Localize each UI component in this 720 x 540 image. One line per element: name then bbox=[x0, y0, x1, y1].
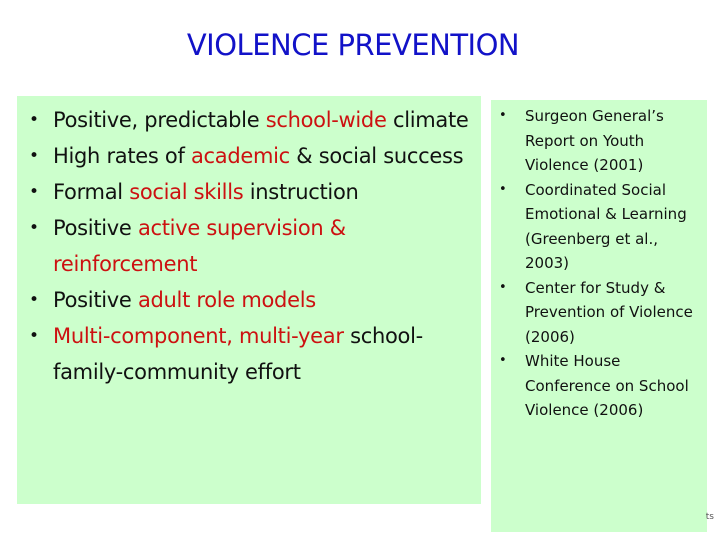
bullet-icon: • bbox=[29, 146, 39, 166]
highlighted-text: academic bbox=[190, 144, 290, 168]
item-text: High rates of bbox=[53, 144, 191, 168]
right-list-item bbox=[497, 104, 705, 178]
item-text: Positive bbox=[53, 216, 138, 240]
reference-text: Coordinated Social Emotional & Learning (Greenberg et al., 2003) bbox=[525, 180, 687, 272]
item-text: school-family-community effort bbox=[53, 324, 423, 384]
item-text: Formal bbox=[53, 180, 130, 204]
highlighted-text: active supervision & reinforcement bbox=[53, 216, 346, 276]
left-list-item bbox=[29, 210, 477, 282]
item-text: Positive, predictable bbox=[53, 108, 266, 132]
bullet-icon: • bbox=[29, 218, 39, 238]
left-content-panel bbox=[17, 96, 481, 504]
reference-text: White House Conference on School Violence (2006) bbox=[525, 352, 689, 419]
item-text: & social success bbox=[289, 144, 464, 168]
corner-text: ts bbox=[705, 512, 714, 522]
right-list-item bbox=[497, 178, 705, 276]
left-list-item bbox=[29, 282, 477, 318]
reference-text: Center for Study & Prevention of Violence (2006) bbox=[525, 278, 693, 346]
highlighted-text: school-wide bbox=[265, 108, 387, 132]
right-content-panel bbox=[491, 100, 707, 532]
bullet-icon: • bbox=[29, 290, 39, 310]
bullet-icon: • bbox=[29, 110, 39, 130]
left-list-item bbox=[29, 138, 477, 174]
left-list-item bbox=[29, 102, 477, 138]
item-text: instruction bbox=[243, 180, 359, 204]
slide-title: VIOLENCE PREVENTION bbox=[186, 28, 520, 62]
right-bullet-list bbox=[497, 104, 705, 423]
reference-text: Surgeon General’s Report on Youth Violence (2001) bbox=[525, 107, 664, 174]
left-list-item bbox=[29, 174, 477, 210]
bullet-icon: • bbox=[499, 108, 507, 123]
bullet-icon: • bbox=[29, 182, 39, 202]
bullet-icon: • bbox=[499, 181, 507, 197]
left-bullet-list bbox=[29, 102, 477, 390]
highlighted-text: social skills bbox=[129, 180, 244, 204]
highlighted-text: adult role models bbox=[137, 288, 316, 312]
item-text: Positive bbox=[53, 288, 138, 312]
highlighted-text: Multi-component, multi-year bbox=[53, 324, 344, 348]
item-text: climate bbox=[386, 108, 469, 132]
right-list-item bbox=[497, 276, 705, 350]
bullet-icon: • bbox=[29, 326, 39, 346]
right-list-item bbox=[497, 349, 705, 423]
bullet-icon: • bbox=[499, 353, 507, 368]
bullet-icon: • bbox=[499, 279, 507, 295]
left-list-item bbox=[29, 318, 477, 390]
